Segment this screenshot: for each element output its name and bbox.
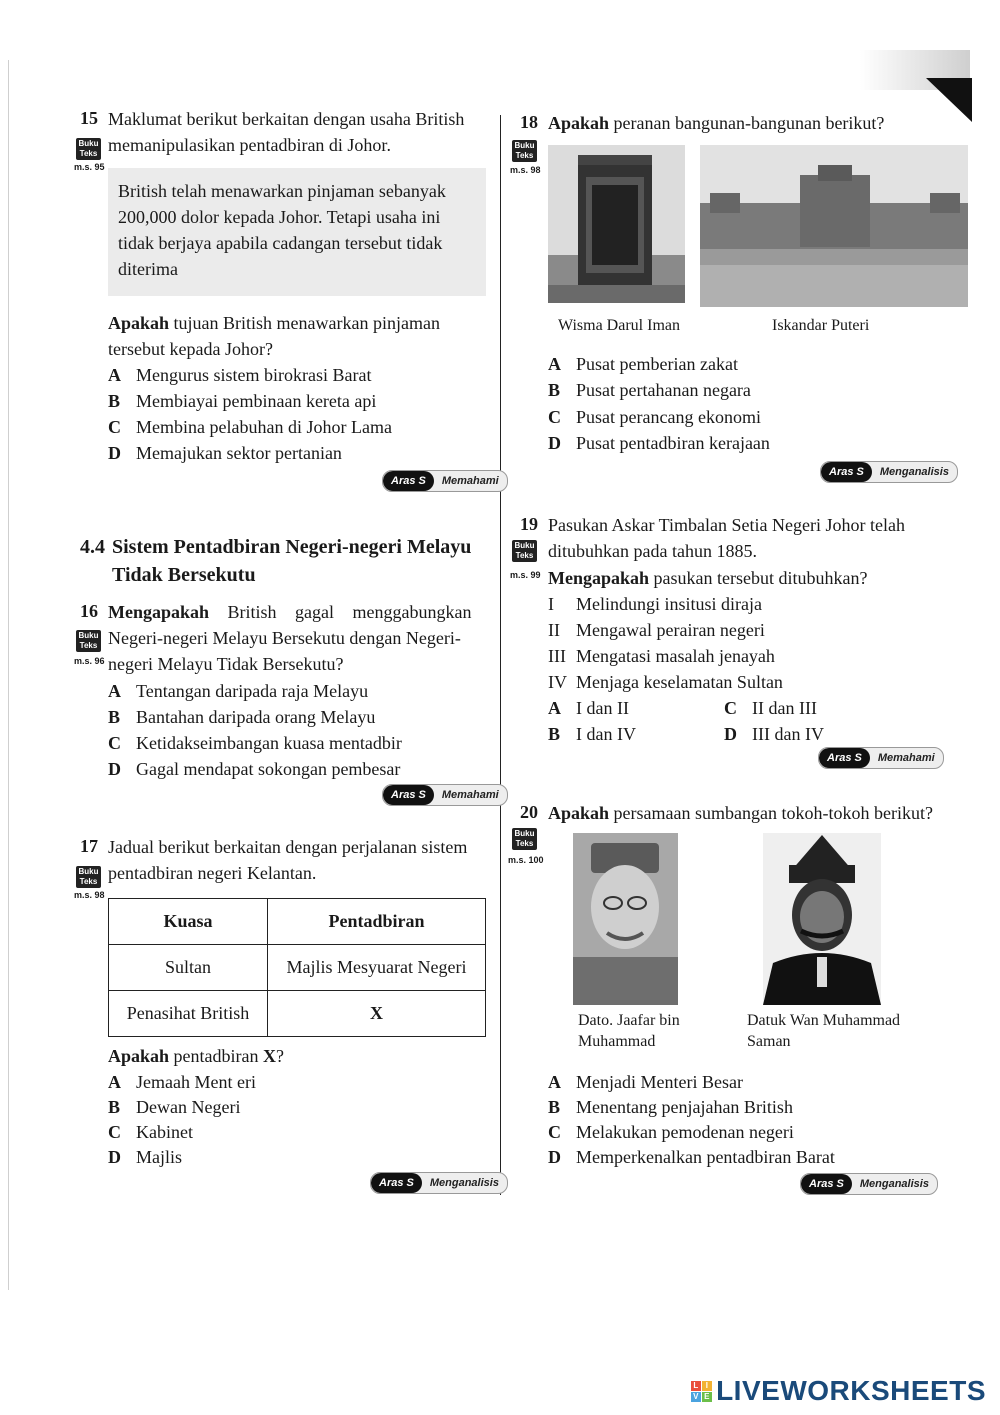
difficulty-badge <box>800 1173 938 1195</box>
difficulty-level: Aras S <box>371 1173 422 1193</box>
table-row <box>109 991 486 1037</box>
question-19-stem-line-2: ditubuhkan pada tahun 1885. <box>548 541 757 561</box>
answer-option-c[interactable] <box>108 1119 193 1145</box>
question-15-stem-line-1: Maklumat berikut berkaitan dengan usaha British <box>108 109 465 129</box>
option-letter: B <box>108 1097 121 1117</box>
portrait-caption-2-line-1: Datuk Wan Muhammad <box>747 1012 901 1029</box>
answer-option-a[interactable] <box>108 362 371 388</box>
difficulty-level: Aras S <box>383 785 434 805</box>
option-letter: D <box>108 1147 121 1167</box>
question-17-stem-line-2: pentadbiran negeri Kelantan. <box>108 863 317 883</box>
statement-iv <box>548 669 783 695</box>
option-letter: C <box>108 733 121 753</box>
table-cell: Sultan <box>109 945 268 991</box>
answer-option-a[interactable] <box>548 351 738 377</box>
answer-option-a[interactable] <box>108 1069 256 1095</box>
question-keyword: Apakah <box>548 803 610 823</box>
info-box-line-2: 200,000 dolor kepada Johor. Tetapi usaha ini <box>118 207 441 227</box>
option-text: Menjadi Menteri Besar <box>576 1072 743 1092</box>
option-text: Kabinet <box>136 1122 193 1142</box>
question-prompt-text: British gagal menggabungkan <box>209 602 472 622</box>
answer-option-c[interactable] <box>548 404 761 430</box>
option-text: Memajukan sektor pertanian <box>136 443 342 463</box>
page-reference: m.s. 100 <box>508 855 544 865</box>
buku-teks-icon: Buku Teks <box>76 630 101 652</box>
question-prompt-text: pentadbiran <box>169 1046 263 1066</box>
column-divider <box>500 115 501 1195</box>
question-18-number: 18 <box>520 112 538 132</box>
answer-option-d[interactable] <box>548 430 770 456</box>
option-text: Membiayai pembinaan kereta api <box>136 391 377 411</box>
option-text: Bantahan daripada orang Melayu <box>136 707 376 727</box>
buku-teks-icon: Buku Teks <box>76 866 101 888</box>
difficulty-badge <box>382 470 508 492</box>
logo-tile: L <box>691 1381 701 1391</box>
difficulty-skill: Memahami <box>441 475 499 487</box>
option-letter: D <box>724 724 737 744</box>
statement-text: Mengawal perairan negeri <box>576 620 765 640</box>
option-text: Membina pelabuhan di Johor Lama <box>136 417 392 437</box>
table-cell-x: X <box>268 991 486 1037</box>
question-19-stem-line-1: Pasukan Askar Timbalan Setia Negeri Johor telah <box>548 515 905 535</box>
page-corner-tab <box>926 78 972 122</box>
statement-text: Mengatasi masalah jenayah <box>576 646 775 666</box>
question-20-prompt <box>548 800 933 826</box>
difficulty-level: Aras S <box>801 1174 852 1194</box>
answer-option-d[interactable] <box>548 1144 835 1170</box>
answer-option-a[interactable] <box>548 695 629 721</box>
option-text: Pusat pertahanan negara <box>576 380 751 400</box>
question-15-stem-line-2: memanipulasikan pentadbiran di Johor. <box>108 135 391 155</box>
option-letter: B <box>548 1097 561 1117</box>
option-text: Mengurus sistem birokrasi Barat <box>136 365 372 385</box>
option-text: Gagal mendapat sokongan pembesar <box>136 759 401 779</box>
question-17-number: 17 <box>80 836 98 856</box>
statement-text: Menjaga keselamatan Sultan <box>576 672 783 692</box>
difficulty-level: Aras S <box>821 462 872 482</box>
answer-option-d[interactable] <box>108 1144 182 1170</box>
question-16-line-3: negeri Melayu Tidak Bersekutu? <box>108 654 344 674</box>
logo-tile: V <box>691 1392 701 1402</box>
option-text: I dan II <box>576 698 629 718</box>
option-letter: A <box>108 1072 121 1092</box>
question-16-line-2: Negeri-negeri Melayu Bersekutu dengan Negeri- <box>108 628 461 648</box>
statement-numeral: I <box>548 594 554 614</box>
answer-option-b[interactable] <box>108 1094 240 1120</box>
answer-option-b[interactable] <box>108 704 375 730</box>
answer-option-d[interactable] <box>108 756 400 782</box>
buku-teks-icon: Buku Teks <box>512 828 537 850</box>
question-17-stem-line-1: Jadual berikut berkaitan dengan perjalanan sistem <box>108 837 468 857</box>
difficulty-badge <box>820 461 958 483</box>
question-mark: ? <box>276 1046 284 1066</box>
option-text: Jemaah Ment eri <box>136 1072 256 1092</box>
option-text: Pusat pentadbiran kerajaan <box>576 433 770 453</box>
question-18-prompt <box>548 110 884 136</box>
difficulty-skill: Menganalisis <box>429 1177 499 1189</box>
statement-numeral: IV <box>548 672 567 692</box>
buku-teks-icon: Buku Teks <box>512 540 537 562</box>
difficulty-skill: Menganalisis <box>879 466 949 478</box>
answer-option-b[interactable] <box>548 1094 793 1120</box>
page-edge-line <box>8 60 9 1290</box>
portrait-wan-muhammad-saman <box>763 833 881 1005</box>
page-reference: m.s. 95 <box>74 162 105 172</box>
question-prompt-text: pasukan tersebut ditubuhkan? <box>649 568 868 588</box>
option-letter: A <box>548 1072 561 1092</box>
option-text: Tentangan daripada raja Melayu <box>136 681 369 701</box>
answer-option-c[interactable] <box>108 730 402 756</box>
option-text: Dewan Negeri <box>136 1097 241 1117</box>
question-15-prompt-line-2: tersebut kepada Johor? <box>108 339 273 359</box>
question-keyword: Apakah <box>108 1046 170 1066</box>
option-letter: D <box>108 759 121 779</box>
answer-option-b[interactable] <box>548 721 636 747</box>
portrait-caption-2-line-2: Saman <box>747 1033 791 1050</box>
answer-option-c[interactable] <box>108 414 392 440</box>
info-box-line-4: diterima <box>118 259 178 279</box>
section-number: 4.4 <box>80 536 105 558</box>
answer-option-b[interactable] <box>548 377 751 403</box>
answer-option-c[interactable] <box>724 695 817 721</box>
difficulty-badge <box>370 1172 508 1194</box>
statement-text: Melindungi insitusi diraja <box>576 594 762 614</box>
question-keyword: Apakah <box>548 113 610 133</box>
option-text: Memperkenalkan pentadbiran Barat <box>576 1147 835 1167</box>
info-box-line-3: tidak berjaya apabila cadangan tersebut tidak <box>118 233 443 253</box>
logo-tile: I <box>702 1381 712 1391</box>
liveworksheets-logo[interactable] <box>691 1375 986 1407</box>
option-letter: A <box>108 681 121 701</box>
question-15-info-box <box>108 168 486 296</box>
option-letter: C <box>108 417 121 437</box>
option-text: I dan IV <box>576 724 636 744</box>
option-text: III dan IV <box>752 724 824 744</box>
difficulty-skill: Memahami <box>877 752 935 764</box>
difficulty-skill: Memahami <box>441 789 499 801</box>
liveworksheets-logo-icon <box>691 1381 712 1402</box>
table-header-row <box>109 899 486 945</box>
answer-option-d[interactable] <box>108 440 342 466</box>
page-reference: m.s. 98 <box>510 165 541 175</box>
option-letter: C <box>548 1122 561 1142</box>
question-prompt-text: peranan bangunan-bangunan berikut? <box>609 113 885 133</box>
page-reference: m.s. 96 <box>74 656 105 666</box>
photo-caption-wisma-darul-iman: Wisma Darul Iman <box>558 317 680 334</box>
statement-numeral: II <box>548 620 560 640</box>
option-text: Melakukan pemodenan negeri <box>576 1122 794 1142</box>
wisma-darul-iman-photo <box>548 145 685 303</box>
question-prompt-text: tujuan British menawarkan pinjaman <box>169 313 440 333</box>
table-header-kuasa: Kuasa <box>109 899 268 945</box>
portrait-jaafar-muhammad <box>573 833 678 1005</box>
question-prompt-text: persamaan sumbangan tokoh-tokoh berikut? <box>609 803 933 823</box>
option-text: Ketidakseimbangan kuasa mentadbir <box>136 733 402 753</box>
difficulty-badge <box>382 784 508 806</box>
section-title-line-1: Sistem Pentadbiran Negeri-negeri Melayu <box>112 536 472 558</box>
option-text: Pusat perancang ekonomi <box>576 407 761 427</box>
question-16-number: 16 <box>80 601 98 621</box>
option-letter: C <box>724 698 737 718</box>
table-cell: Penasihat British <box>109 991 268 1037</box>
question-keyword: Mengapakah <box>108 602 210 622</box>
answer-option-d[interactable] <box>724 721 824 747</box>
photo-caption-iskandar-puteri: Iskandar Puteri <box>772 317 870 334</box>
option-text: II dan III <box>752 698 817 718</box>
portrait-caption-1-line-1: Dato. Jaafar bin <box>578 1012 680 1029</box>
option-letter: B <box>108 707 121 727</box>
kelantan-administration-table <box>108 898 486 1037</box>
difficulty-badge <box>818 747 944 769</box>
option-letter: B <box>548 724 561 744</box>
option-letter: A <box>548 354 561 374</box>
difficulty-skill: Menganalisis <box>859 1178 929 1190</box>
table-cell: Majlis Mesyuarat Negeri <box>268 945 486 991</box>
page-reference: m.s. 99 <box>510 570 541 580</box>
question-17-prompt <box>108 1043 284 1069</box>
option-letter: B <box>548 380 561 400</box>
question-15-number: 15 <box>80 108 98 128</box>
iskandar-puteri-photo <box>700 145 968 307</box>
table-header-pentadbiran: Pentadbiran <box>268 899 486 945</box>
option-letter: C <box>548 407 561 427</box>
page-reference: m.s. 98 <box>74 890 105 900</box>
buku-teks-icon: Buku Teks <box>76 138 101 160</box>
portrait-caption-1-line-2: Muhammad <box>578 1033 656 1050</box>
option-letter: A <box>108 365 121 385</box>
statement-iii <box>548 643 775 669</box>
question-15-prompt <box>108 310 440 336</box>
answer-option-a[interactable] <box>548 1069 743 1095</box>
question-19-number: 19 <box>520 514 538 534</box>
question-keyword: Apakah <box>108 313 170 333</box>
option-letter: C <box>108 1122 121 1142</box>
buku-teks-icon: Buku Teks <box>512 140 537 162</box>
difficulty-level: Aras S <box>383 471 434 491</box>
question-variable: X <box>263 1046 276 1066</box>
option-letter: B <box>108 391 121 411</box>
answer-option-c[interactable] <box>548 1119 794 1145</box>
option-letter: A <box>548 698 561 718</box>
question-20-number: 20 <box>520 802 538 822</box>
statement-i <box>548 591 762 617</box>
difficulty-level: Aras S <box>819 748 870 768</box>
info-box-line-1: British telah menawarkan pinjaman sebanyak <box>118 181 446 201</box>
option-text: Pusat pemberian zakat <box>576 354 738 374</box>
answer-option-a[interactable] <box>108 678 368 704</box>
liveworksheets-brand-text: LIVEWORKSHEETS <box>716 1375 986 1406</box>
option-letter: D <box>108 443 121 463</box>
question-19-prompt <box>548 565 867 591</box>
question-keyword: Mengapakah <box>548 568 650 588</box>
statement-ii <box>548 617 765 643</box>
option-text: Majlis <box>136 1147 183 1167</box>
logo-tile: E <box>702 1392 712 1402</box>
option-letter: D <box>548 1147 561 1167</box>
option-letter: D <box>548 433 561 453</box>
question-16-prompt <box>108 599 472 625</box>
statement-numeral: III <box>548 646 566 666</box>
option-text: Menentang penjajahan British <box>576 1097 793 1117</box>
section-title-line-2: Tidak Bersekutu <box>112 564 256 586</box>
table-row <box>109 945 486 991</box>
answer-option-b[interactable] <box>108 388 376 414</box>
